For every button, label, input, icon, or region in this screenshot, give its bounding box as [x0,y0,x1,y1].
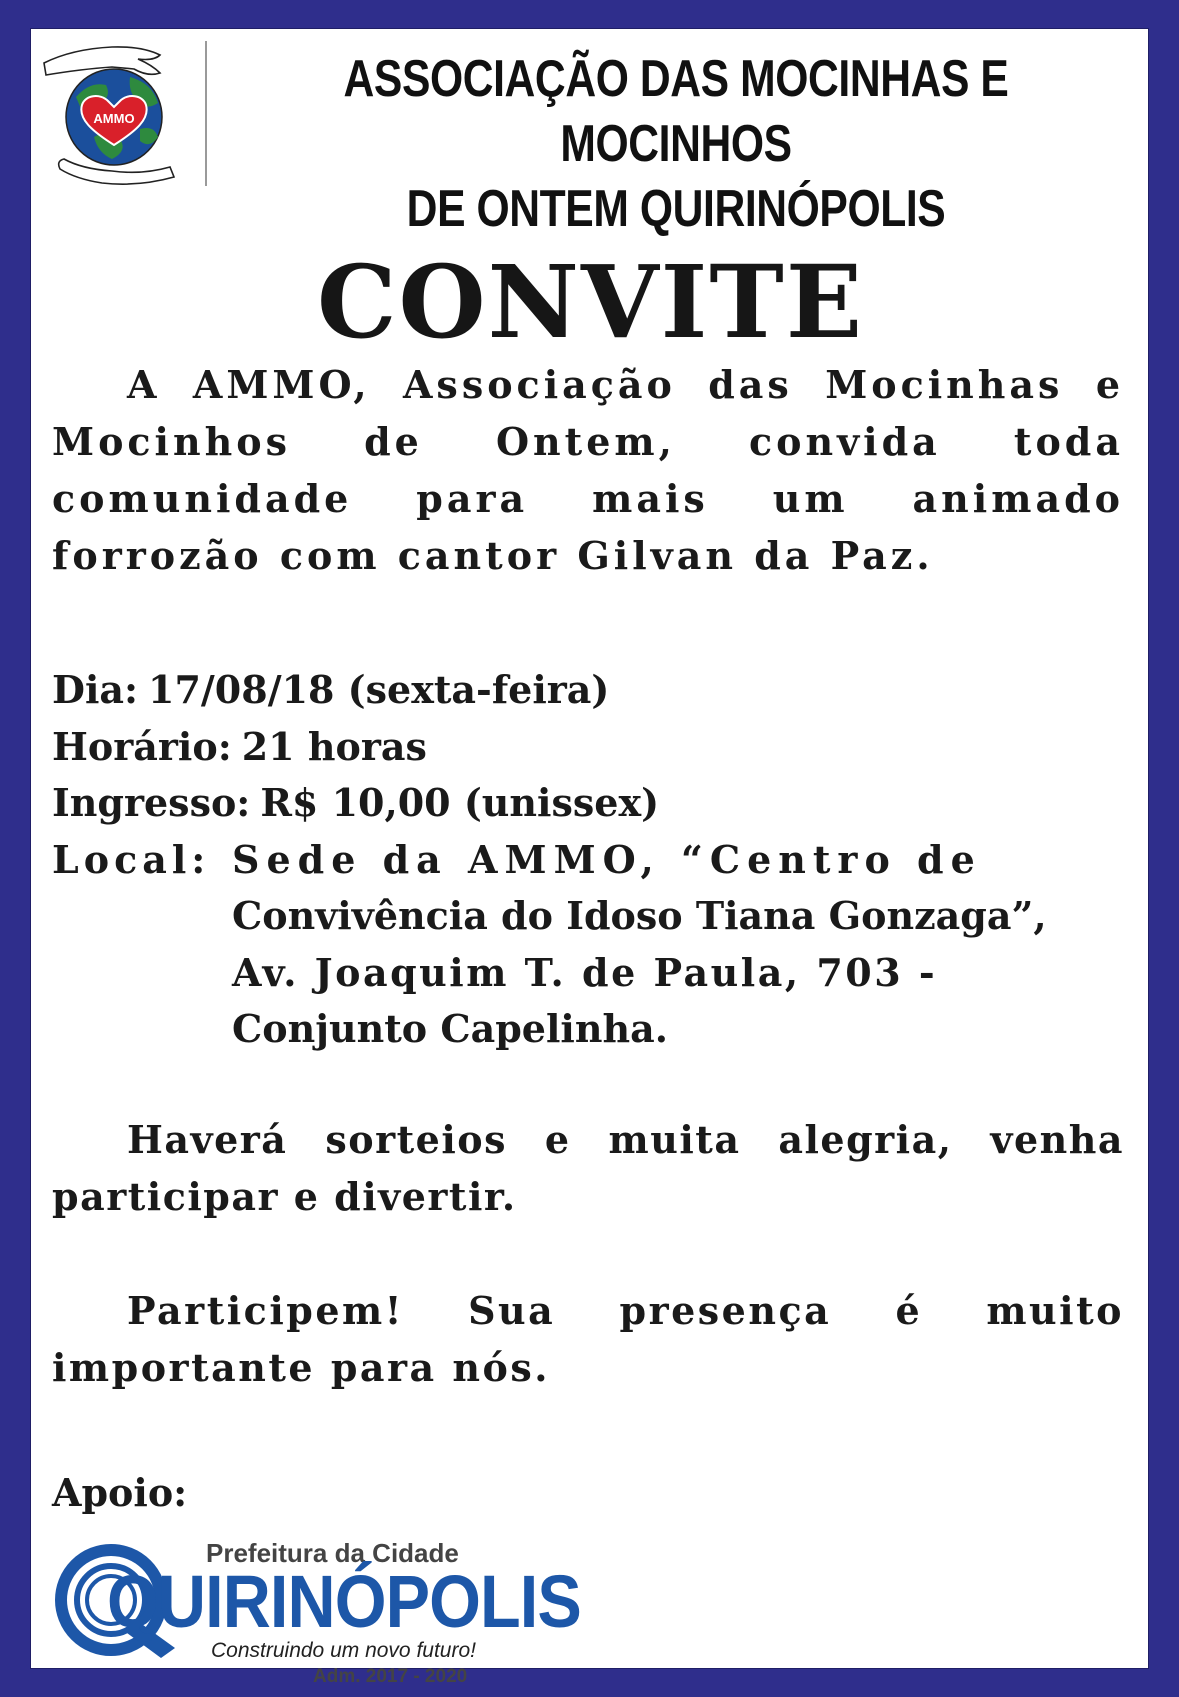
ticket-row [52,775,1142,832]
prefeitura-slogan: Construindo um novo futuro! [211,1639,476,1662]
logo-divider [205,41,207,186]
prefeitura-administration: Adm. 2017 - 2020 [313,1666,468,1687]
prefeitura-title: Prefeitura da Cidade [206,1538,459,1568]
invitation-card [30,28,1149,1687]
prefeitura-name: QUIRINÓPOLIS [107,1560,581,1643]
location-line-3: Av. Joaquim T. de Paula, 703 - [232,949,938,995]
prefeitura-logo [51,1512,581,1687]
ticket-label: Ingresso: [52,780,251,825]
time-row [52,719,1142,776]
ticket-value: R$ 10,00 (unissex) [260,780,660,825]
time-label: Horário: [52,723,232,769]
date-label: Dia: [52,667,139,712]
event-details [52,662,1142,1058]
raffle-paragraph: Haverá sorteios e muita alegria, venha participar e divertir. [52,1117,1124,1219]
association-header [295,47,1058,242]
ammo-logo-icon [42,41,202,186]
location-line-1: Sede da AMMO, “Centro de [232,836,982,882]
location-row [52,832,1142,889]
header-line-1: ASSOCIAÇÃO DAS MOCINHAS E MOCINHOS [343,50,1009,173]
location-line-2: Convivência do Idoso Tiana Gonzaga”, [232,893,1047,938]
date-value: 17/08/18 (sexta-feira) [148,667,610,712]
support-label: Apoio: [52,1470,188,1515]
location-line-4: Conjunto Capelinha. [232,1006,668,1051]
svg-text:AMMO: AMMO [93,111,135,126]
intro-paragraph: A AMMO, Associação das Mocinhas e Mocinhos de Ontem, convida toda comunidade para mais um animado forrozão com cantor Gilvan da Paz. [52,362,1124,578]
location-label: Local: [52,836,211,882]
header-line-2: DE ONTEM QUIRINÓPOLIS [406,180,946,238]
time-value: 21 horas [241,723,427,769]
closing-paragraph: Participem! Sua presença é muito importante para nós. [52,1288,1124,1390]
date-row [52,662,1142,719]
page-title: CONVITE [316,243,865,361]
